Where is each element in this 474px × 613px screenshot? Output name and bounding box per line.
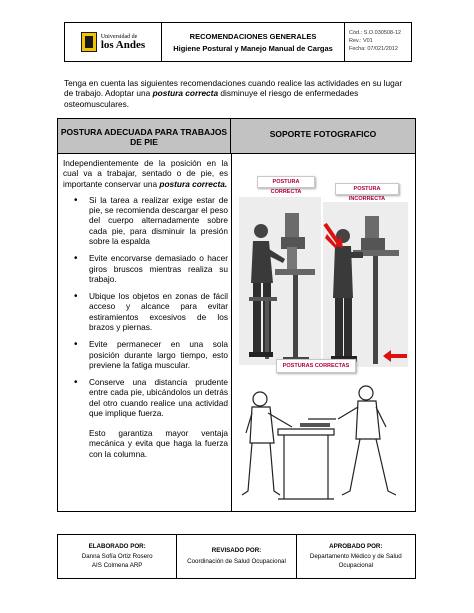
header-left: POSTURA ADECUADA PARA TRABAJOS DE PIE bbox=[58, 119, 231, 153]
revisado-heading: REVISADO POR: bbox=[211, 547, 262, 555]
list-item: • Si la tarea a realizar exige estar de pie, se recomienda descargar el peso del cuerpo alternadamente sobre cada pie, para disminuir la presión sobre la espalda bbox=[74, 194, 228, 246]
bullet-icon: • bbox=[74, 253, 78, 265]
document-code: Cód.: S.O.030508-12 bbox=[349, 30, 401, 37]
lead-emphasis: postura correcta bbox=[159, 178, 225, 189]
bullet-icon: • bbox=[74, 339, 78, 351]
document-subtitle: Higiene Postural y Manejo Manual de Cargas bbox=[173, 43, 333, 53]
label-postura-incorrecta: POSTURA INCORRECTA bbox=[335, 183, 399, 195]
aprobado-heading: APROBADO POR: bbox=[329, 543, 383, 551]
list-item: • Ubique los objetos en zonas de fácil acceso y alcance para evitar estiramientos excesivos de los brazos y piernas. bbox=[74, 291, 228, 332]
label-posturas-correctas: POSTURAS CORRECTAS bbox=[276, 359, 356, 373]
label-postura-correcta: POSTURA CORRECTA bbox=[257, 176, 315, 188]
revisado-org: Coordinación de Salud Ocupacional bbox=[187, 557, 286, 565]
document-revision: Rev.: V01 bbox=[349, 38, 373, 45]
lead-period: . bbox=[224, 178, 228, 189]
photo-incorrect-posture bbox=[323, 202, 408, 367]
document-control-info bbox=[345, 23, 411, 61]
document-title: RECOMENDACIONES GENERALES bbox=[189, 31, 317, 41]
list-item: • Conserve una distancia prudente entre cada pie, ubicándolos un detrás del otro cuando realice una actividad que implique fuerza. bbox=[74, 377, 228, 418]
elaborado-heading: ELABORADO POR: bbox=[88, 543, 146, 551]
bullet-icon: • bbox=[74, 194, 78, 206]
recommendations-column bbox=[63, 158, 228, 459]
elaborado-name: Danna Sofía Ortiz Rosero bbox=[81, 553, 153, 561]
approval-footer bbox=[57, 534, 416, 579]
bullet-icon: • bbox=[74, 291, 78, 303]
illustration-correct-postures bbox=[238, 379, 413, 509]
aprobado-org: Departamento Médico y de Salud Ocupacional bbox=[309, 553, 402, 569]
document-header bbox=[64, 22, 412, 62]
elaborado-org: AIS Colmena ARP bbox=[91, 561, 143, 569]
list-item: • Evite permanecer en una sola posición durante largo tiempo, esto previene la fatiga muscular. bbox=[74, 339, 228, 370]
bullet-icon: • bbox=[74, 377, 78, 389]
column-divider bbox=[231, 153, 232, 511]
intro-text-after: disminuye el riesgo de enfermedades osteomusculares. bbox=[64, 88, 359, 109]
footer-revisado bbox=[176, 535, 295, 578]
header-right: SOPORTE FOTOGRAFICO bbox=[269, 129, 377, 139]
intro-emphasis: postura correcta bbox=[152, 88, 219, 99]
recommendations-table bbox=[57, 118, 416, 512]
university-crest-icon bbox=[81, 32, 97, 52]
intro-text-before: Tenga en cuenta las siguientes recomendaciones cuando realice las actividades en su lugar de trabajo. Adoptar una bbox=[64, 78, 403, 99]
recommendation-list bbox=[63, 195, 228, 418]
logo-text-small: Universidad de bbox=[100, 33, 138, 40]
footer-elaborado bbox=[58, 535, 176, 578]
footer-aprobado bbox=[296, 535, 415, 578]
list-item: • Evite encorvarse demasiado o hacer giros bruscos mientras realiza su trabajo. bbox=[74, 253, 228, 284]
logo-text-big: los Andes bbox=[100, 38, 146, 51]
intro-paragraph bbox=[64, 78, 412, 109]
university-logo bbox=[65, 23, 162, 61]
lead-text: Independientemente de la posición en la cual va a trabajar, sentado o de pie, es importante conservar una bbox=[63, 158, 228, 189]
closing-paragraph: Esto garantiza mayor ventaja mecánica y evita que haga la fuerza con la columna. bbox=[89, 428, 228, 459]
document-date: Fecha: 07/021/2012 bbox=[349, 45, 398, 52]
table-header bbox=[58, 119, 415, 154]
lead-paragraph bbox=[63, 158, 228, 189]
photo-correct-posture bbox=[239, 197, 321, 365]
